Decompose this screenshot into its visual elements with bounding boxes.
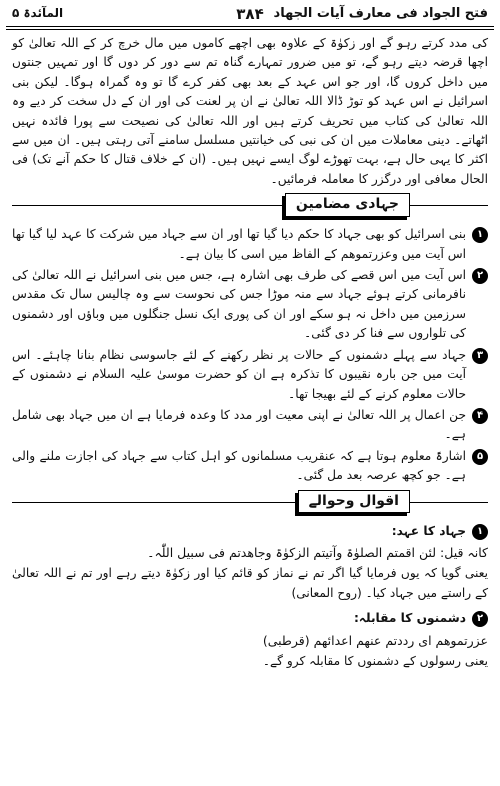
item-number: ۲ <box>472 611 488 627</box>
arabic-quote: کانہ قیل: لئن اقمتم الصلوٰۃ وآتیتم الزکوٰۃ وجاھدتم فی سبیل اللّٰہ۔ <box>147 544 488 560</box>
item-number: ۱ <box>472 227 488 243</box>
reference-title: جہاد کا عہد: <box>391 523 466 538</box>
translation-text: یعنی رسولوں کے دشمنوں کا مقابلہ کرو گے۔ <box>262 653 488 668</box>
section-title: اقوال وحوالے <box>298 490 410 513</box>
item-number: ۲ <box>472 268 488 284</box>
page-header <box>6 4 494 26</box>
page-content <box>12 34 488 671</box>
list-item <box>12 406 488 445</box>
item-text: جہاد سے پہلے دشمنوں کے حالات پر نظر رکھنے کے لئے جاسوسی نظام بنانا چاہئے۔ اس آیت میں جن بارہ نقیبوں کا تذکرہ ہے ان کو حضرت موسیٰ علیہ السلام نے دشمنوں کے حالات معلوم کرنے کے لئے بھیجا تھا۔ <box>12 347 466 401</box>
item-number: ۳ <box>472 348 488 364</box>
item-number: ۵ <box>472 449 488 465</box>
item-text: اس آیت میں اس قصے کی طرف بھی اشارہ ہے، جس میں بنی اسرائیل نے اللہ تعالیٰ کی نافرمانی کرتے ہوئے جہاد سے منہ موڑا جس کی نحوست سے وہ چالیس سال تک مقدس سرزمین میں داخل نہ ہو سکے اور ان کی پوری ایک نسل جنگلوں میں وباؤں اور دشمنوں کی تلواروں سے فنا کر دی گئی۔ <box>12 268 466 341</box>
item-text: بنی اسرائیل کو بھی جہاد کا حکم دیا گیا تھا اور ان سے جہاد میں شرکت کا عہد لیا گیا تھا اس آیت میں وعزرتموھم کے الفاظ میں اسی کا بیان ہے۔ <box>12 227 466 261</box>
list-item <box>12 447 488 486</box>
item-number: ۴ <box>472 408 488 424</box>
reference-item <box>12 522 488 541</box>
list-item <box>12 346 488 404</box>
header-divider-thin <box>6 29 494 30</box>
section-title: جہادی مضامین <box>285 193 410 216</box>
item-number: ۱ <box>472 524 488 540</box>
item-text: اشارۃً معلوم ہوتا ہے کہ عنقریب مسلمانوں کو اہل کتاب سے جہاد کی اجازت ملنے والی ہے۔ جو کچھ عرصہ بعد مل گئی۔ <box>12 448 466 483</box>
header-divider <box>6 26 494 27</box>
reference-item <box>12 609 488 628</box>
section-heading-references <box>12 490 488 516</box>
intro-paragraph: کی مدد کرتے رہو گے اور زکوٰۃ کے علاوہ بھی اچھے کاموں میں مال خرچ کر کے اللہ تعالیٰ کو اچھا قرضہ دیتے رہو گے، تو میں ضرور تمہارے گناہ تم سے دور کر دوں گا اور تمہیں جنتوں میں داخل کروں گا، اور جو اس عہد کے بعد بھی کفر کرے گا تو وہ گمراہ ہوگا۔ لیکن بنی اسرائیل نے اس عہد کو توڑ ڈالا اللہ تعالیٰ نے ان پر لعنت کی اور ان کے دل سخت کر دیے وہ اللہ تعالیٰ کی کتاب میں تحریف کرتے ہیں اور اللہ تعالیٰ کی نصیحت سے پورا فائدہ نہیں اٹھاتے۔ دینی معاملات میں ان کی نبی کی خیانتیں مسلسل سامنے آتی رہتی ہیں۔ ان میں سے اکثر کا یہی حال ہے، بہت تھوڑے لوگ ایسے نہیں ہیں۔ (ان کے خلاف قتال کا حکم آنے تک) فی الحال معافی اور درگزر کا معاملہ فرمائیں۔ <box>12 36 488 186</box>
arabic-quote: عزرتموھم ای رددتم عنھم اعدائھم (قرطبی) <box>262 632 488 648</box>
section-heading-jihadi <box>12 193 488 219</box>
translation-text: یعنی گویا کہ یوں فرمایا گیا اگر تم نے نماز کو قائم کیا اور زکوٰۃ دیتے رہے اور تم نے اللہ تعالیٰ کے راستے میں جہاد کیا۔ (روح المعانی) <box>12 566 488 600</box>
list-item <box>12 225 488 264</box>
surah-label: المآئدۃ ۵ <box>12 6 64 20</box>
reference-title: دشمنوں کا مقابلہ: <box>353 611 466 626</box>
heading-rule <box>12 502 488 503</box>
page-number: ۳۸۴ <box>236 5 264 23</box>
item-text: جن اعمال پر اللہ تعالیٰ نے اپنی معیت اور مدد کا وعدہ فرمایا ہے ان میں جہاد بھی شامل ہے۔ <box>12 407 466 442</box>
book-title: فتح الجواد فی معارف آیات الجهاد <box>273 6 488 21</box>
heading-rule <box>12 205 488 206</box>
list-item <box>12 266 488 344</box>
